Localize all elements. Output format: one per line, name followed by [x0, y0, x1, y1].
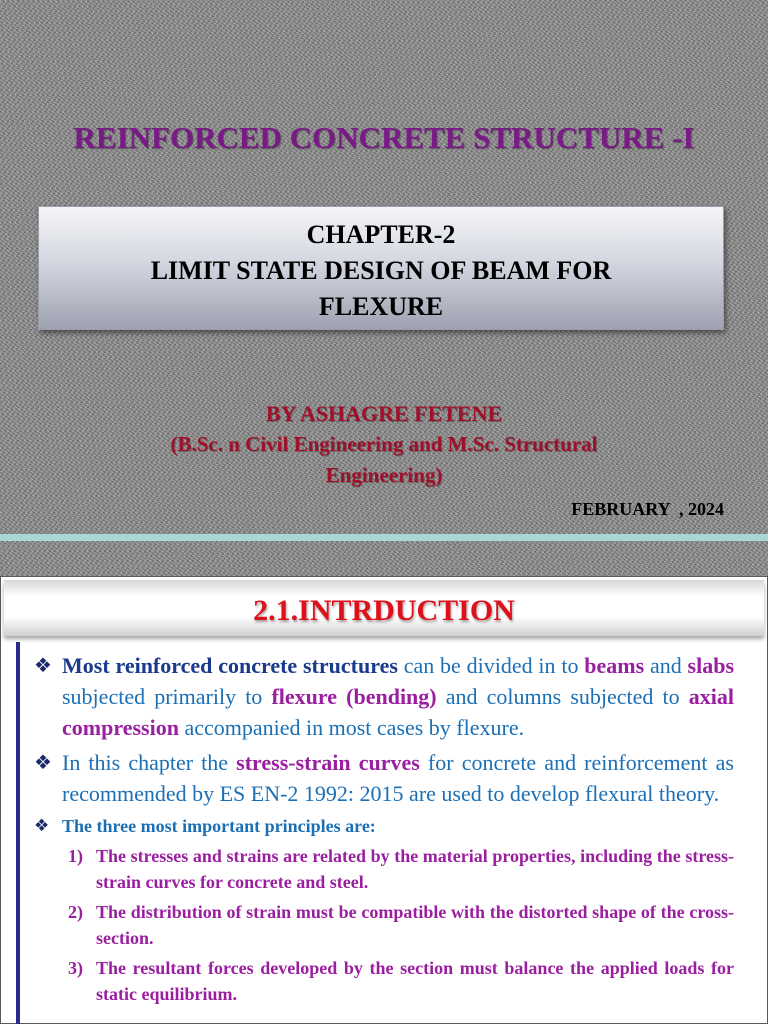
emphasis-text: flexure (bending)	[271, 684, 437, 709]
item-text: The resultant forces developed by the section must balance the applied loads for static equilibrium.	[96, 958, 734, 1004]
chapter-title-box	[38, 206, 724, 330]
date: FEBRUARY , 2024	[571, 499, 724, 519]
slide-divider	[0, 534, 768, 541]
introduction-slide	[0, 576, 768, 1024]
chapter-number: CHAPTER-2	[306, 220, 456, 249]
left-accent-bar	[16, 642, 20, 1024]
item-number: 3)	[68, 958, 83, 978]
body-text: for concrete and reinforcement as recommended by ES EN-2 1992: 2015 are used to develop flexural theory.	[62, 750, 734, 806]
numbered-item	[34, 843, 734, 895]
emphasis-text: beams	[584, 653, 645, 678]
diamond-bullet-icon: ❖	[34, 816, 50, 836]
item-text: The distribution of strain must be compatible with the distorted shape of the cross-section.	[96, 902, 734, 948]
emphasis-text: stress-strain curves	[236, 750, 420, 775]
body-text: and	[644, 653, 688, 678]
diamond-bullet-icon: ❖	[34, 653, 52, 677]
numbered-item	[34, 899, 734, 951]
chapter-title-line: FLEXURE	[318, 292, 444, 321]
diamond-bullet-icon: ❖	[34, 750, 52, 774]
item-text: The stresses and strains are related by the material properties, including the stress-strain curves for concrete and steel.	[96, 846, 734, 892]
body-text: The three most important principles are:	[62, 816, 376, 836]
body-text: In this chapter the	[62, 750, 237, 775]
emphasis-text: slabs	[687, 653, 735, 678]
numbered-item	[34, 955, 734, 1007]
list-item	[34, 650, 734, 743]
body-text: subjected primarily to	[62, 684, 272, 709]
author-block	[40, 398, 728, 491]
course-title: REINFORCED CONCRETE STRUCTURE -I	[73, 120, 695, 155]
section-title: 2.1.INTRDUCTION	[253, 594, 515, 627]
slide-content	[34, 650, 734, 1011]
emphasis-text: Most reinforced concrete structures	[62, 653, 398, 678]
body-text: accompanied in most cases by flexure.	[178, 715, 525, 740]
author-credentials: Engineering)	[325, 463, 443, 487]
body-text: and columns subjected to	[436, 684, 689, 709]
body-text: can be divided in to	[397, 653, 585, 678]
list-item	[34, 747, 734, 809]
chapter-title-line: LIMIT STATE DESIGN OF BEAM FOR	[150, 256, 612, 285]
item-number: 2)	[68, 902, 83, 922]
emphasis-text: axial compression	[62, 684, 735, 740]
author-name: BY ASHAGRE FETENE	[265, 401, 503, 426]
section-heading-band	[4, 580, 764, 636]
item-number: 1)	[68, 846, 83, 866]
author-credentials: (B.Sc. n Civil Engineering and M.Sc. Structural	[170, 432, 598, 456]
list-item	[34, 813, 734, 839]
